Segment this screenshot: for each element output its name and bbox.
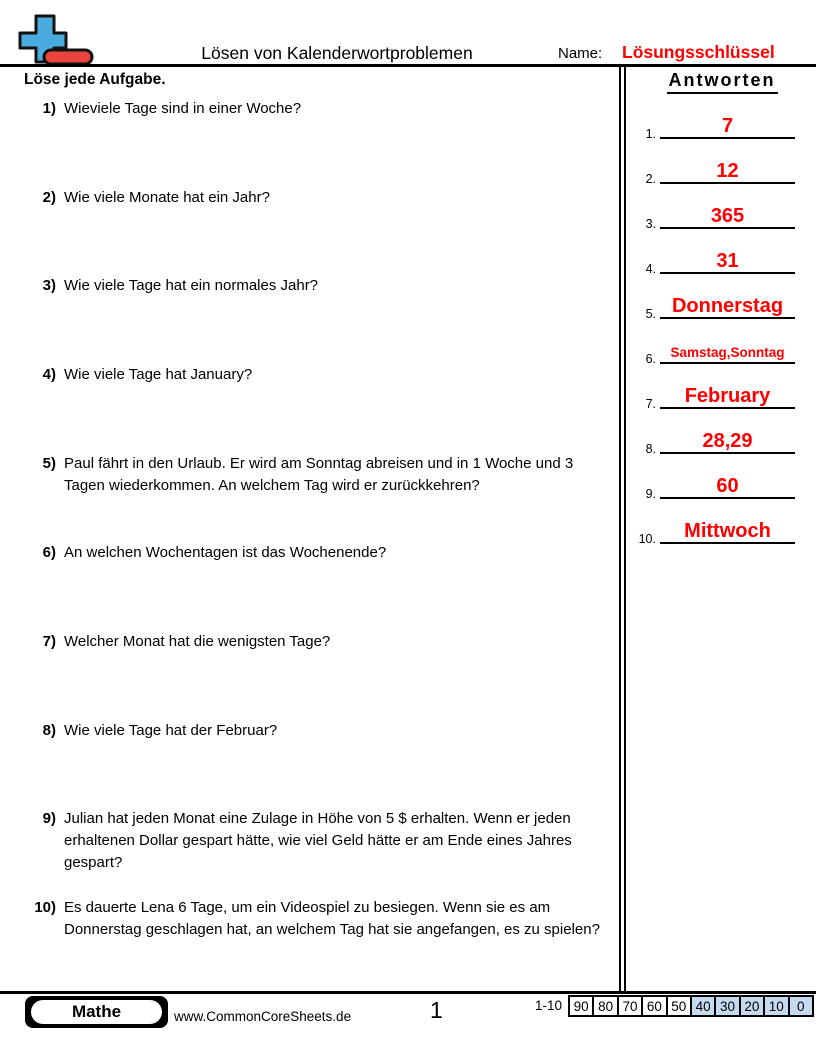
answer-row-5: [628, 289, 816, 319]
answer-value: 31: [716, 250, 739, 272]
answer-value: Mittwoch: [684, 520, 771, 542]
answer-number: 6.: [645, 352, 656, 366]
question-number: 1): [42, 100, 56, 117]
website-url: www.CommonCoreSheets.de: [174, 1009, 352, 1024]
question-3: [28, 275, 604, 297]
score-cell: 30: [714, 995, 740, 1017]
answer-value: Samstag,Sonntag: [670, 344, 785, 360]
question-text: Paul fährt in den Urlaub. Er wird am Sonntag abreisen und in 1 Woche und 3 Tagen wiederkommen. An welchem Tag wird er zurückkehren?: [64, 455, 574, 494]
answer-number: 2.: [645, 172, 656, 186]
question-text: Wie viele Tage hat January?: [64, 366, 253, 383]
question-8: [28, 720, 604, 742]
question-text: Julian hat jeden Monat eine Zulage in Höhe von 5 $ erhalten. Wenn er jeden erhaltenen Dollar gespart hätte, wie viel Geld hätte er am Ende eines Jahres gespart?: [64, 810, 572, 871]
answer-number: 9.: [645, 487, 656, 501]
answer-number: 4.: [645, 262, 656, 276]
answer-value: 12: [716, 160, 739, 182]
score-cell: 90: [568, 995, 594, 1017]
answer-blank-line: [660, 497, 795, 499]
question-10: [28, 897, 604, 941]
score-cell: 50: [666, 995, 692, 1017]
answer-value: 28,29: [702, 430, 753, 452]
answer-number: 3.: [645, 217, 656, 231]
question-4: [28, 364, 604, 386]
question-number: 4): [42, 366, 56, 383]
question-text: Wie viele Tage hat ein normales Jahr?: [64, 277, 319, 294]
answer-value: Donnerstag: [671, 295, 784, 317]
answer-blank-line: [660, 407, 795, 409]
question-number: 9): [42, 810, 56, 827]
score-cell: 70: [617, 995, 643, 1017]
answer-row-3: [628, 199, 816, 229]
score-cell: 10: [763, 995, 789, 1017]
answer-blank-line: [660, 452, 795, 454]
score-cell: 60: [641, 995, 667, 1017]
answer-blank-line: [660, 542, 795, 544]
footer-rule: [0, 991, 816, 994]
question-number: 3): [42, 277, 56, 294]
question-number: 2): [42, 189, 56, 206]
answer-number: 5.: [645, 307, 656, 321]
question-7: [28, 631, 604, 653]
answer-row-1: [628, 109, 816, 139]
question-number: 5): [42, 455, 56, 472]
answer-key-label: Lösungsschlüssel: [622, 42, 775, 62]
question-number: 6): [42, 544, 56, 561]
answer-row-4: [628, 244, 816, 274]
answers-heading-text: Antworten: [667, 70, 778, 94]
answers-heading: [628, 70, 816, 94]
score-cell: 80: [592, 995, 618, 1017]
column-separator: [619, 67, 626, 991]
score-cell: 20: [739, 995, 765, 1017]
question-2: [28, 187, 604, 209]
question-text: Es dauerte Lena 6 Tage, um ein Videospiel zu besiegen. Wenn sie es am Donnerstag geschlagen hat, an welchem Tag hat sie angefangen, es zu spielen?: [64, 899, 600, 938]
answer-value: 365: [710, 205, 745, 227]
answer-number: 7.: [645, 397, 656, 411]
question-text: An welchen Wochentagen ist das Wochenende?: [64, 544, 387, 561]
question-text: Wie viele Monate hat ein Jahr?: [64, 189, 270, 206]
answer-value: 7: [721, 115, 734, 137]
answer-value: February: [684, 385, 771, 407]
header-rule: [0, 64, 816, 67]
answer-row-6: [628, 334, 816, 364]
answer-row-8: [628, 424, 816, 454]
page-title: Lösen von Kalenderwortproblemen: [201, 43, 473, 63]
question-6: [28, 542, 604, 564]
question-5: [28, 453, 604, 497]
question-number: 10): [34, 899, 56, 916]
answer-number: 8.: [645, 442, 656, 456]
answer-blank-line: [660, 227, 795, 229]
subject-badge-label: Mathe: [31, 1000, 162, 1024]
answer-row-10: [628, 514, 816, 544]
instructions: Löse jede Aufgabe.: [24, 71, 166, 88]
score-cell: 0: [788, 995, 814, 1017]
answer-row-2: [628, 154, 816, 184]
question-number: 8): [42, 722, 56, 739]
question-number: 7): [42, 633, 56, 650]
commoncoresheets-logo-icon: [12, 8, 96, 66]
question-text: Wie viele Tage hat der Februar?: [64, 722, 278, 739]
answer-row-7: [628, 379, 816, 409]
answer-blank-line: [660, 362, 795, 364]
score-cell: 40: [690, 995, 716, 1017]
answer-number: 1.: [645, 127, 656, 141]
answer-number: 10.: [638, 532, 656, 546]
score-range-label: 1-10: [534, 998, 562, 1013]
question-text: Welcher Monat hat die wenigsten Tage?: [64, 633, 331, 650]
answer-value: 60: [716, 475, 739, 497]
answer-blank-line: [660, 137, 795, 139]
subject-badge: [25, 996, 168, 1028]
question-9: [28, 808, 604, 874]
score-strip: [568, 995, 814, 1017]
question-text: Wieviele Tage sind in einer Woche?: [64, 100, 302, 117]
question-1: [28, 98, 604, 120]
name-label: Name:: [558, 45, 603, 62]
page-number: 1: [430, 997, 443, 1023]
answer-blank-line: [660, 272, 795, 274]
answer-blank-line: [660, 182, 795, 184]
answer-blank-line: [660, 317, 795, 319]
answer-row-9: [628, 469, 816, 499]
